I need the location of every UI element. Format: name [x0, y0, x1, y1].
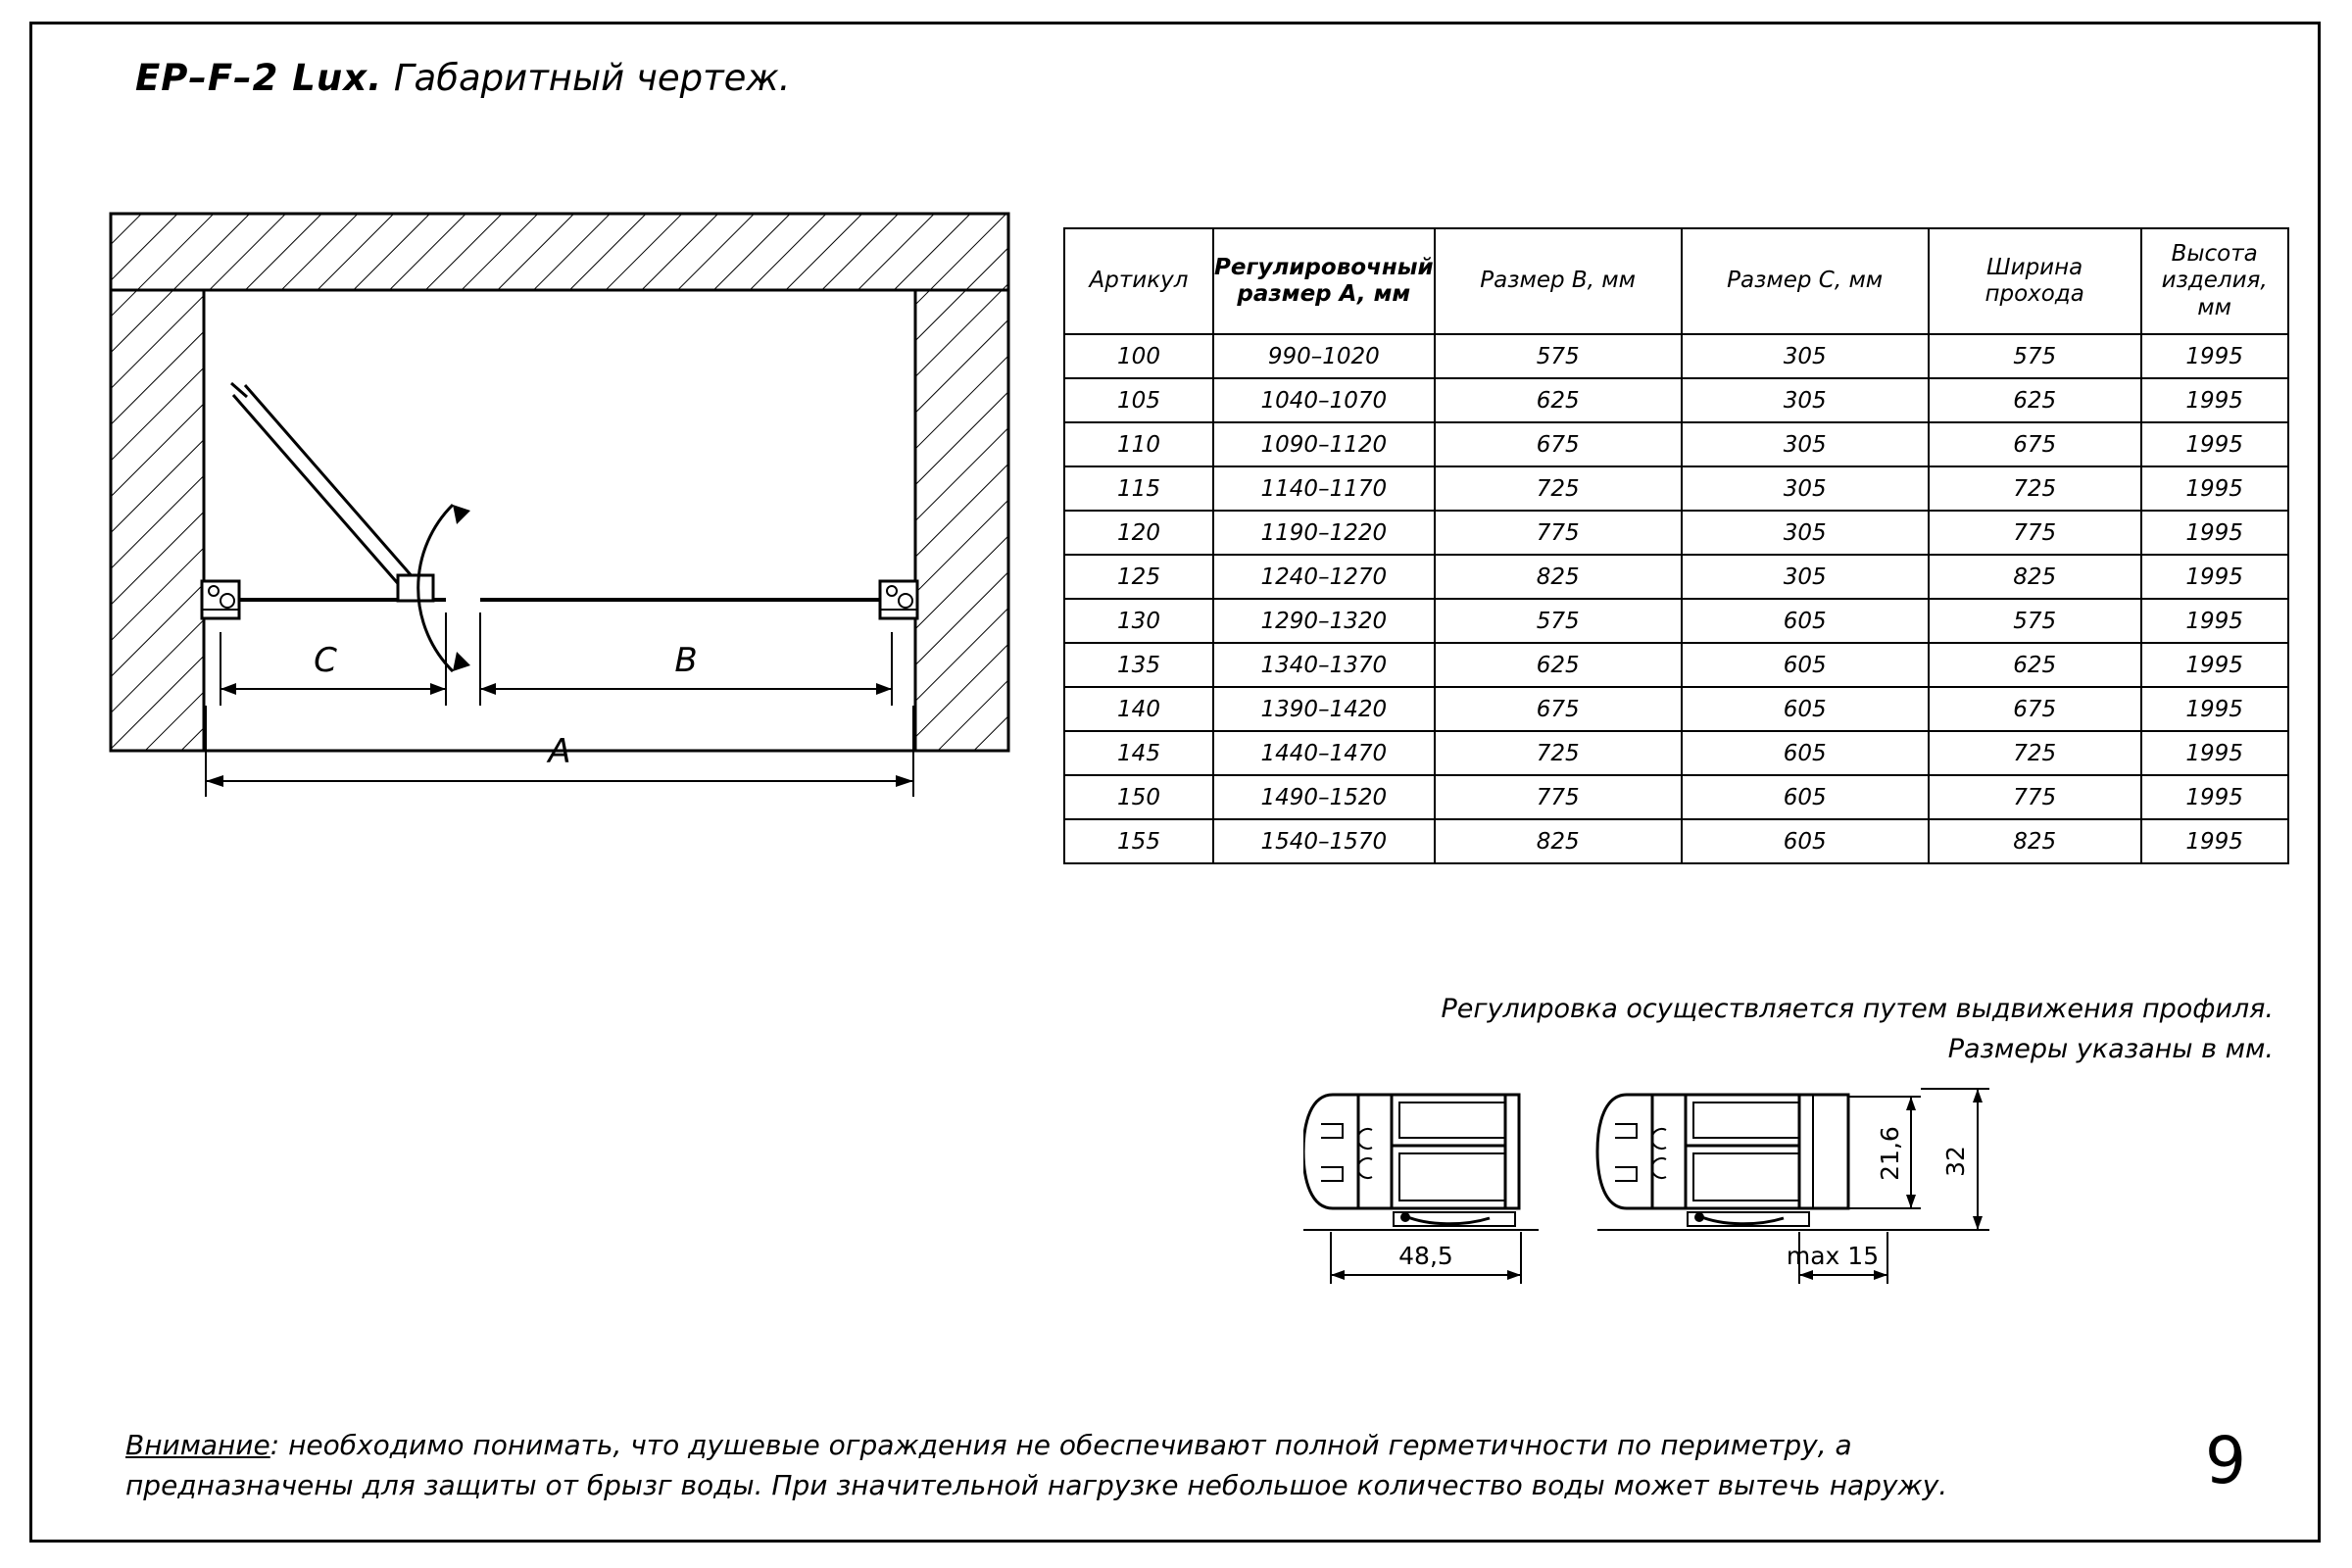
- cell-size-a: 1490–1520: [1213, 775, 1435, 819]
- cell-size-a: 1390–1420: [1213, 687, 1435, 731]
- cell-height: 1995: [2141, 334, 2288, 378]
- page-number: 9: [2205, 1423, 2246, 1498]
- warning-text: : необходимо понимать, что душевые ограждения не обеспечивают полной герметичности по периметру, а предназначены для защиты от брызг воды. При значительной нагрузке небольшое количество воды может вытечь наружу.: [125, 1429, 1948, 1501]
- cell-height: 1995: [2141, 819, 2288, 863]
- cell-passage-width: 625: [1929, 378, 2141, 422]
- cell-size-b: 675: [1435, 687, 1682, 731]
- cell-size-c: 305: [1682, 511, 1929, 555]
- cell-passage-width: 675: [1929, 422, 2141, 466]
- dimension-b-label: B: [674, 641, 698, 680]
- cell-size-c: 605: [1682, 731, 1929, 775]
- cell-size-c: 305: [1682, 422, 1929, 466]
- table-row: [1064, 422, 2288, 466]
- cell-passage-width: 775: [1929, 511, 2141, 555]
- table-row: [1064, 466, 2288, 511]
- cell-article: 155: [1064, 819, 1213, 863]
- cell-height: 1995: [2141, 599, 2288, 643]
- cell-height: 1995: [2141, 643, 2288, 687]
- cell-size-b: 625: [1435, 643, 1682, 687]
- cell-article: 145: [1064, 731, 1213, 775]
- right-wall-profile: [880, 581, 917, 618]
- cell-height: 1995: [2141, 422, 2288, 466]
- cell-passage-width: 825: [1929, 555, 2141, 599]
- cell-size-a: 1090–1120: [1213, 422, 1435, 466]
- cell-article: 105: [1064, 378, 1213, 422]
- header-product-height-line2: изделия,: [2161, 268, 2268, 294]
- cell-size-b: 725: [1435, 731, 1682, 775]
- specification-table: [1063, 227, 2289, 864]
- cell-size-b: 625: [1435, 378, 1682, 422]
- cell-size-a: 990–1020: [1213, 334, 1435, 378]
- cell-size-c: 605: [1682, 775, 1929, 819]
- page-subtitle: Габаритный чертеж.: [382, 57, 791, 99]
- table-row: [1064, 599, 2288, 643]
- cell-passage-width: 675: [1929, 687, 2141, 731]
- dimension-c-label: C: [314, 641, 337, 680]
- header-size-a-line2: размер A, мм: [1237, 281, 1411, 307]
- cell-passage-width: 725: [1929, 731, 2141, 775]
- cell-size-c: 305: [1682, 334, 1929, 378]
- cell-size-b: 825: [1435, 819, 1682, 863]
- cell-passage-width: 775: [1929, 775, 2141, 819]
- header-size-a-line1: Регулировочный: [1214, 254, 1434, 280]
- table-row: [1064, 334, 2288, 378]
- cell-size-b: 725: [1435, 466, 1682, 511]
- cell-size-a: 1290–1320: [1213, 599, 1435, 643]
- header-passage-width-line2: прохода: [1984, 281, 2084, 307]
- cell-height: 1995: [2141, 511, 2288, 555]
- warning-note: [125, 1426, 2066, 1505]
- dimension-outer-height: 32: [1941, 1146, 1970, 1177]
- cell-size-c: 605: [1682, 687, 1929, 731]
- cell-article: 140: [1064, 687, 1213, 731]
- cell-size-b: 575: [1435, 599, 1682, 643]
- table-header-row: [1064, 228, 2288, 334]
- table-row: [1064, 819, 2288, 863]
- cell-passage-width: 725: [1929, 466, 2141, 511]
- cell-size-a: 1240–1270: [1213, 555, 1435, 599]
- header-passage-width: [1929, 228, 2141, 334]
- cell-passage-width: 575: [1929, 334, 2141, 378]
- dimension-inner-height: 21,6: [1876, 1126, 1904, 1181]
- cell-height: 1995: [2141, 687, 2288, 731]
- table-row: [1064, 687, 2288, 731]
- table-row: [1064, 643, 2288, 687]
- header-product-height-line3: мм: [2197, 294, 2231, 320]
- header-passage-width-line1: Ширина: [1986, 254, 2083, 280]
- header-product-height: [2141, 228, 2288, 334]
- cell-article: 150: [1064, 775, 1213, 819]
- cell-article: 130: [1064, 599, 1213, 643]
- cell-size-c: 305: [1682, 466, 1929, 511]
- page-title: [135, 57, 791, 99]
- cell-size-c: 605: [1682, 819, 1929, 863]
- cell-article: 100: [1064, 334, 1213, 378]
- cell-passage-width: 825: [1929, 819, 2141, 863]
- cell-height: 1995: [2141, 555, 2288, 599]
- cell-passage-width: 625: [1929, 643, 2141, 687]
- cell-size-c: 605: [1682, 599, 1929, 643]
- note-line-2: Размеры указаны в мм.: [1947, 1033, 2274, 1064]
- cell-article: 125: [1064, 555, 1213, 599]
- header-product-height-line1: Высота: [2171, 241, 2258, 268]
- cell-size-b: 775: [1435, 511, 1682, 555]
- cell-size-a: 1040–1070: [1213, 378, 1435, 422]
- cell-size-a: 1190–1220: [1213, 511, 1435, 555]
- table-row: [1064, 731, 2288, 775]
- cell-passage-width: 575: [1929, 599, 2141, 643]
- cell-size-a: 1540–1570: [1213, 819, 1435, 863]
- header-article: Артикул: [1064, 228, 1213, 334]
- cell-size-b: 825: [1435, 555, 1682, 599]
- elevation-drawing: [108, 211, 1039, 897]
- header-size-c: Размер C, мм: [1682, 228, 1929, 334]
- table-row: [1064, 378, 2288, 422]
- left-wall-profile: [202, 581, 239, 618]
- table-row: [1064, 775, 2288, 819]
- cell-size-c: 305: [1682, 555, 1929, 599]
- cell-article: 120: [1064, 511, 1213, 555]
- profile-section-right: [1597, 1089, 1989, 1284]
- cell-article: 115: [1064, 466, 1213, 511]
- cell-size-b: 575: [1435, 334, 1682, 378]
- cell-height: 1995: [2141, 466, 2288, 511]
- dimension-a-label: A: [548, 732, 571, 771]
- table-row: [1064, 555, 2288, 599]
- table-row: [1064, 511, 2288, 555]
- cell-size-a: 1440–1470: [1213, 731, 1435, 775]
- cell-article: 135: [1064, 643, 1213, 687]
- cell-height: 1995: [2141, 378, 2288, 422]
- product-model: EP–F–2 Lux.: [135, 57, 383, 99]
- cell-size-c: 305: [1682, 378, 1929, 422]
- dimension-width-left: 48,5: [1398, 1242, 1453, 1270]
- cell-height: 1995: [2141, 775, 2288, 819]
- note-line-1: Регулировка осуществляется путем выдвижения профиля.: [1441, 994, 2274, 1024]
- cell-size-b: 675: [1435, 422, 1682, 466]
- cell-size-c: 605: [1682, 643, 1929, 687]
- cell-size-b: 775: [1435, 775, 1682, 819]
- header-size-a: [1213, 228, 1435, 334]
- dimension-max-gap: max 15: [1786, 1242, 1880, 1270]
- opening-outline: [204, 290, 915, 751]
- table-body: [1064, 334, 2288, 863]
- profile-sections: [1303, 1083, 2136, 1338]
- cell-size-a: 1140–1170: [1213, 466, 1435, 511]
- cell-article: 110: [1064, 422, 1213, 466]
- warning-label: Внимание: [125, 1429, 270, 1461]
- adjustment-notes: [1063, 990, 2274, 1069]
- profile-section-left: [1303, 1095, 1539, 1284]
- cell-size-a: 1340–1370: [1213, 643, 1435, 687]
- header-size-b: Размер B, мм: [1435, 228, 1682, 334]
- cell-height: 1995: [2141, 731, 2288, 775]
